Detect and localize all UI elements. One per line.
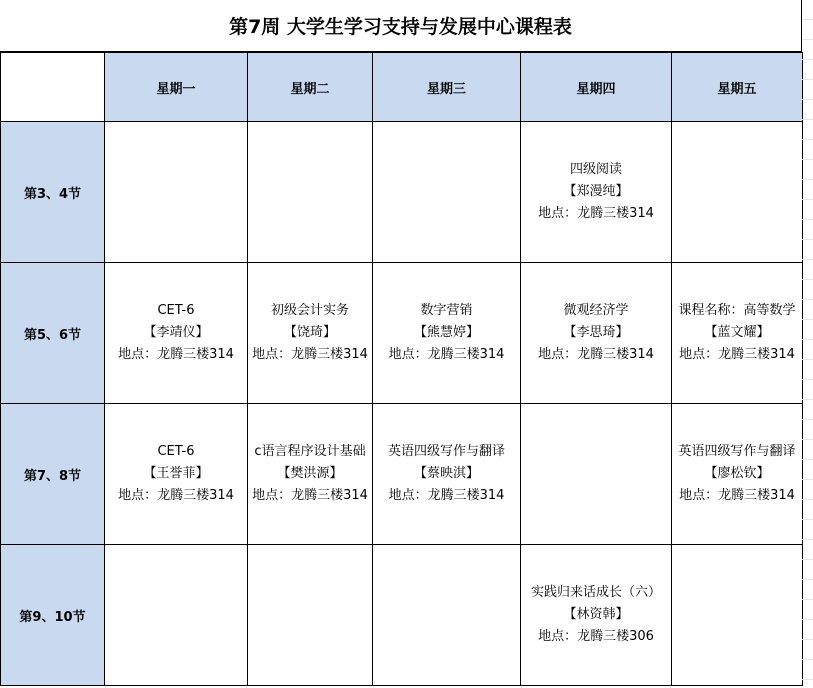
course-name: c语言程序设计基础 <box>254 444 366 459</box>
teacher-name: 【樊洪源】 <box>277 466 343 481</box>
course-name: 微观经济学 <box>563 303 629 318</box>
schedule-cell <box>248 404 373 545</box>
schedule-cell <box>373 545 521 686</box>
class-location: 地点：龙腾三楼314 <box>538 206 654 221</box>
class-location: 地点：龙腾三楼314 <box>388 488 505 503</box>
course-name: 英语四级写作与翻译 <box>387 444 505 459</box>
class-entry <box>672 441 802 507</box>
course-name: 初级会计实务 <box>270 303 349 318</box>
class-location: 地点：龙腾三楼314 <box>538 347 654 362</box>
class-location: 地点：龙腾三楼314 <box>118 488 234 503</box>
teacher-name: 【蔡映淇】 <box>413 466 479 481</box>
class-entry <box>373 441 520 507</box>
course-name: 课程名称：高等数学 <box>678 303 796 318</box>
class-entry <box>105 300 247 366</box>
teacher-name: 【熊慧婷】 <box>413 325 479 340</box>
class-location: 地点：龙腾三楼314 <box>252 347 368 362</box>
class-entry <box>373 300 520 366</box>
course-name: CET-6 <box>157 444 195 459</box>
day-header-wed: 星期三 <box>373 53 521 122</box>
schedule-cell <box>105 263 248 404</box>
day-header-fri: 星期五 <box>672 53 803 122</box>
schedule-cell <box>373 122 521 263</box>
schedule-cell <box>672 404 803 545</box>
class-entry <box>521 159 671 225</box>
spreadsheet-gridlines <box>802 0 813 688</box>
class-location: 地点：龙腾三楼314 <box>252 488 368 503</box>
course-name: 数字营销 <box>420 303 473 318</box>
schedule-cell <box>672 122 803 263</box>
schedule-cell <box>672 263 803 404</box>
teacher-name: 【李靖仪】 <box>143 325 209 340</box>
schedule-cell <box>521 404 672 545</box>
class-location: 地点：龙腾三楼314 <box>679 488 795 503</box>
class-entry <box>521 300 671 366</box>
schedule-cell <box>105 545 248 686</box>
period-row <box>1 545 803 686</box>
schedule-cell <box>105 122 248 263</box>
course-name: CET-6 <box>157 303 195 318</box>
course-name: 四级阅读 <box>569 162 622 177</box>
teacher-name: 【王誉菲】 <box>143 466 209 481</box>
schedule-cell <box>248 263 373 404</box>
period-row <box>1 263 803 404</box>
course-name: 实践归来话成长（六） <box>530 585 661 600</box>
corner-cell <box>1 53 105 122</box>
schedule-cell <box>521 122 672 263</box>
schedule-cell <box>373 263 521 404</box>
period-row <box>1 122 803 263</box>
day-header-mon: 星期一 <box>105 53 248 122</box>
day-header-tue: 星期二 <box>248 53 373 122</box>
class-entry <box>248 441 372 507</box>
schedule-cell <box>672 545 803 686</box>
day-header-thu: 星期四 <box>521 53 672 122</box>
class-entry <box>105 441 247 507</box>
period-label: 第5、6节 <box>1 263 105 404</box>
period-label: 第3、4节 <box>1 122 105 263</box>
class-entry <box>521 582 671 648</box>
class-entry <box>672 300 802 366</box>
page-title: 第7周 大学生学习支持与发展中心课程表 <box>0 0 802 52</box>
teacher-name: 【郑漫纯】 <box>563 184 629 199</box>
class-entry <box>248 300 372 366</box>
class-location: 地点：龙腾三楼314 <box>679 347 795 362</box>
schedule-cell <box>105 404 248 545</box>
schedule-cell <box>248 122 373 263</box>
teacher-name: 【廖松钦】 <box>704 466 770 481</box>
period-row <box>1 404 803 545</box>
schedule-cell <box>521 263 672 404</box>
class-location: 地点：龙腾三楼314 <box>388 347 505 362</box>
teacher-name: 【蓝文耀】 <box>704 325 770 340</box>
schedule-cell <box>373 404 521 545</box>
schedule-cell <box>248 545 373 686</box>
course-name: 英语四级写作与翻译 <box>678 444 796 459</box>
header-row <box>1 53 803 122</box>
class-location: 地点：龙腾三楼314 <box>118 347 234 362</box>
schedule-cell <box>521 545 672 686</box>
teacher-name: 【饶琦】 <box>283 325 336 340</box>
period-label: 第7、8节 <box>1 404 105 545</box>
teacher-name: 【林资韩】 <box>563 607 629 622</box>
teacher-name: 【李思琦】 <box>563 325 629 340</box>
period-label: 第9、10节 <box>1 545 105 686</box>
class-location: 地点：龙腾三楼306 <box>538 629 654 644</box>
schedule-table <box>0 52 803 686</box>
